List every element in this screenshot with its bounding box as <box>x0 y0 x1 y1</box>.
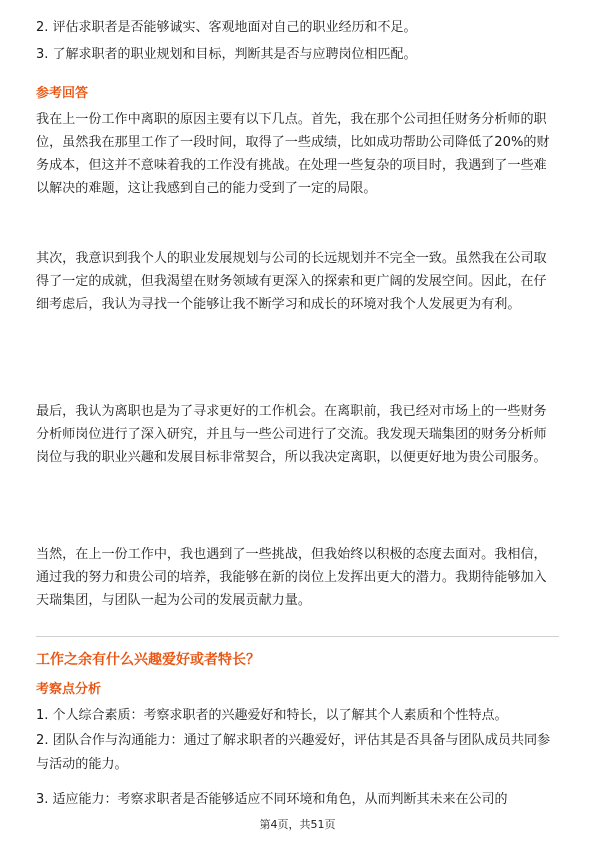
analysis-item-2: 2. 团队合作与沟通能力：通过了解求职者的兴趣爱好，评估其是否具备与团队成员共同参与活动的能力。 <box>36 733 551 772</box>
question-title: 工作之余有什么兴趣爱好或者特长？ <box>36 652 260 668</box>
answer-paragraph-1: 我在上一份工作中离职的原因主要有以下几点。首先，我在那个公司担任财务分析师的职位，虽然我在那里工作了一段时间，取得了一些成绩，比如成功帮助公司降低了20%的财务成本，但这并不意味着我的工作没有挑战。在处理一些复杂的项目时，我遇到了一些难以解决的难题，这让我感到自己的能力受到了一定的局限。 <box>36 112 550 196</box>
analysis-item-3: 3. 适应能力：考察求职者是否能够适应不同环境和角色，从而判断其未来在公司的 <box>36 792 508 807</box>
intro-item-3: 3. 了解求职者的职业规划和目标，判断其是否与应聘岗位相匹配。 <box>36 47 417 62</box>
analysis-heading: 考察点分析 <box>36 682 102 697</box>
section-divider <box>36 636 559 637</box>
page-footer: 第4页，共51页 <box>259 818 336 831</box>
analysis-item-1: 1. 个人综合素质：考察求职者的兴趣爱好和特长，以了解其个人素质和个性特点。 <box>36 708 508 723</box>
reference-answer-heading: 参考回答 <box>36 86 89 101</box>
answer-paragraph-3: 最后，我认为离职也是为了寻求更好的工作机会。在离职前，我已经对市场上的一些财务分析师岗位进行了深入研究，并且与一些公司进行了交流。我发现天瑞集团的财务分析师岗位与我的职业兴趣和发展目标非常契合，所以我决定离职，以便更好地为贵公司服务。 <box>36 404 547 465</box>
answer-paragraph-2: 其次，我意识到我个人的职业发展规划与公司的长远规划并不完全一致。虽然我在公司取得了一定的成就，但我渴望在财务领域有更深入的探索和更广阔的发展空间。因此，在仔细考虑后，我认为寻找一个能够让我不断学习和成长的环境对我个人发展更为有利。 <box>36 251 547 312</box>
answer-paragraph-4: 当然，在上一份工作中，我也遇到了一些挑战，但我始终以积极的态度去面对。我相信，通过我的努力和贵公司的培养，我能够在新的岗位上发挥出更大的潜力。我期待能够加入天瑞集团，与团队一起为公司的发展贡献力量。 <box>36 547 547 608</box>
intro-item-2: 2. 评估求职者是否能够诚实、客观地面对自己的职业经历和不足。 <box>36 20 417 35</box>
